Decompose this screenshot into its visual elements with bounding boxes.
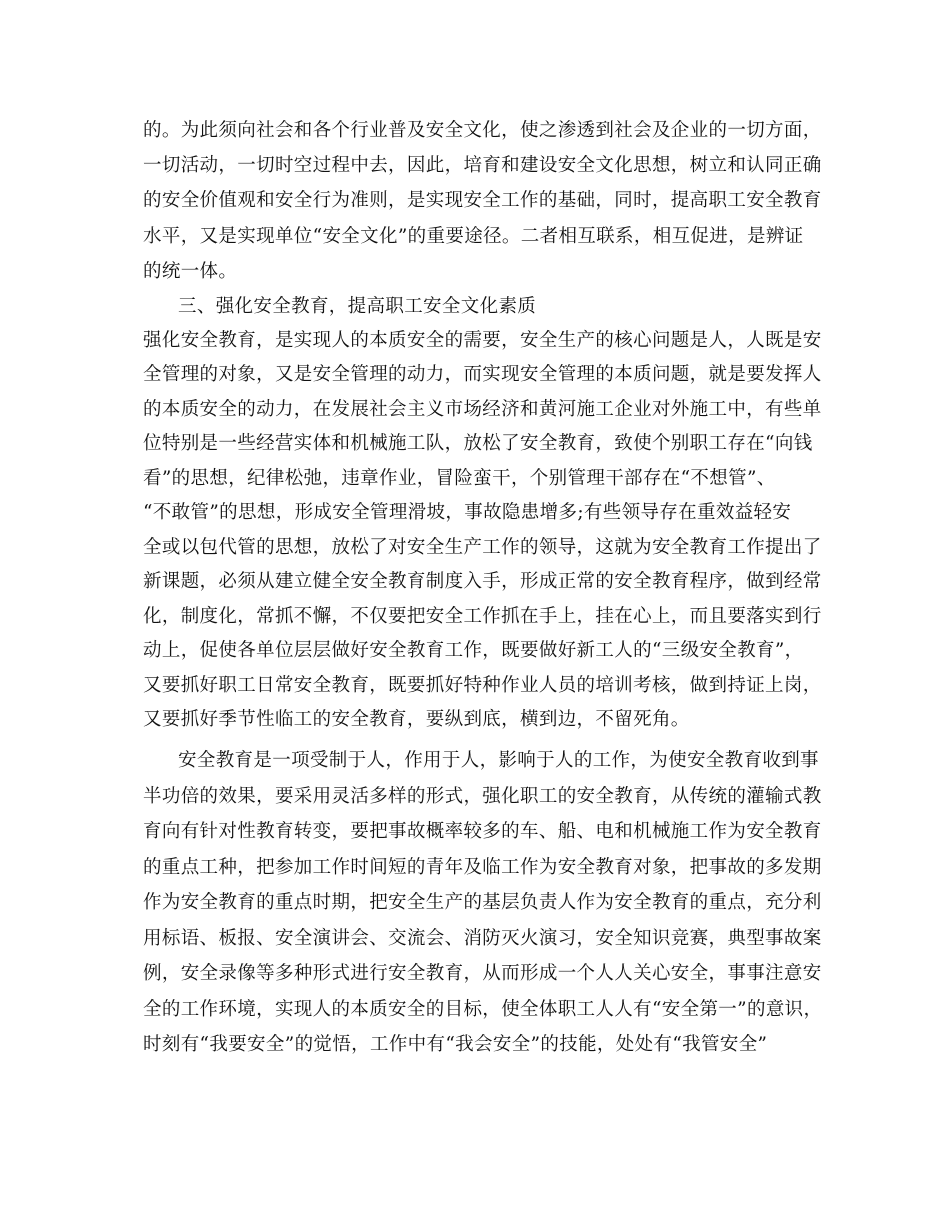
text-line: 的安全价值观和安全行为准则，是实现安全工作的基础，同时，提高职工安全教育 <box>143 190 822 211</box>
text-line: 化，制度化，常抓不懈，不仅要把安全工作抓在手上，挂在心上，而且要落实到行 <box>143 606 822 627</box>
text-line: 看”的思想，纪律松弛，违章作业，冒险蛮干，个别管理干部存在“不想管”、 <box>143 468 776 489</box>
text-line: 全管理的对象，又是安全管理的动力，而实现安全管理的本质问题，就是要发挥人 <box>143 364 822 385</box>
text-line: 的。为此须向社会和各个行业普及安全文化，使之渗透到社会及企业的一切方面， <box>143 120 822 141</box>
text-line: 例，安全录像等多种形式进行安全教育，从而形成一个人人关心安全，事事注意安 <box>143 963 822 984</box>
text-line: 育向有针对性教育转变，要把事故概率较多的车、船、电和机械施工作为安全教育 <box>143 821 822 842</box>
text-line: 新课题，必须从建立健全安全教育制度入手，形成正常的安全教育程序，做到经常 <box>143 571 822 592</box>
text-line: 又要抓好季节性临工的安全教育，要纵到底，横到边，不留死角。 <box>143 709 690 730</box>
text-line: 又要抓好职工日常安全教育，既要抓好特种作业人员的培训考核，做到持证上岗， <box>143 675 822 696</box>
text-line: 水平，又是实现单位“安全文化”的重要途径。二者相互联系，相互促进，是辨证 <box>143 226 804 247</box>
text-line: 一切活动，一切时空过程中去，因此，培育和建设安全文化思想，树立和认同正确 <box>143 155 822 176</box>
text-line: “不敢管”的思想，形成安全管理滑坡，事故隐患增多;有些领导存在重效益轻安 <box>143 502 792 523</box>
text-line: 的本质安全的动力，在发展社会主义市场经济和黄河施工企业对外施工中，有些单 <box>143 399 822 420</box>
text-line: 半功倍的效果，要采用灵活多样的形式，强化职工的安全教育，从传统的灌输式教 <box>143 786 822 807</box>
text-line: 用标语、板报、安全演讲会、交流会、消防灭火演习，安全知识竞赛，典型事故案 <box>143 928 822 949</box>
text-line: 作为安全教育的重点时期，把安全生产的基层负责人作为安全教育的重点，充分利 <box>143 892 822 913</box>
paragraph-first-line: 安全教育是一项受制于人，作用于人，影响于人的工作，为使安全教育收到事 <box>178 750 819 771</box>
text-line: 位特别是一些经营实体和机械施工队，放松了安全教育，致使个别职工存在“向钱 <box>143 433 813 454</box>
text-line: 强化安全教育，是实现人的本质安全的需要，安全生产的核心问题是人，人既是安 <box>143 330 822 351</box>
section-heading: 三、强化安全教育，提高职工安全文化素质 <box>178 296 537 317</box>
text-line: 时刻有“我要安全”的觉悟，工作中有“我会安全”的技能，处处有“我管安全” <box>143 1034 768 1055</box>
text-line: 动上，促使各单位层层做好安全教育工作，既要做好新工人的“三级安全教育”， <box>143 640 804 661</box>
text-line: 的统一体。 <box>143 261 238 282</box>
text-line: 全或以包代管的思想，放松了对安全生产工作的领导，这就为安全教育工作提出了 <box>143 537 822 558</box>
text-line: 全的工作环境，实现人的本质安全的目标，使全体职工人人有“安全第一”的意识， <box>143 999 823 1020</box>
text-line: 的重点工种，把参加工作时间短的青年及临工作为安全教育对象，把事故的多发期 <box>143 857 822 878</box>
